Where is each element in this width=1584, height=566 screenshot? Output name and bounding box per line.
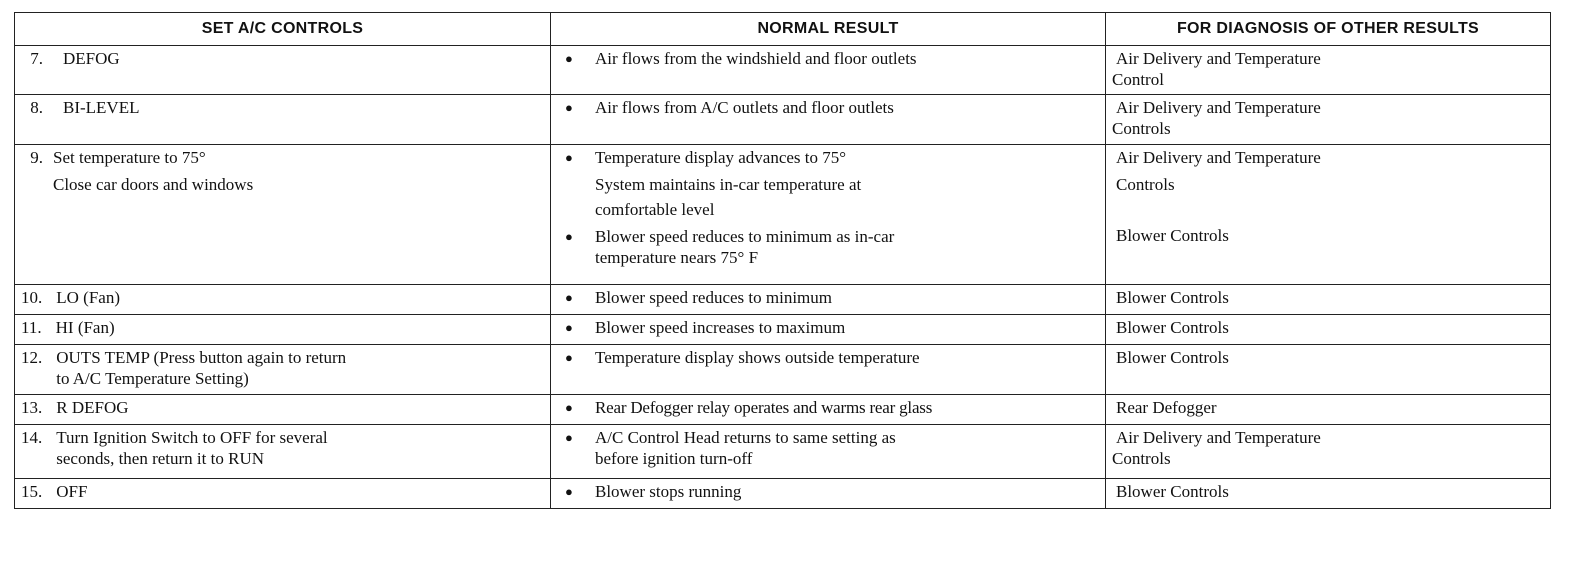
step-number: 15.: [21, 482, 43, 501]
table-row: [15, 479, 1551, 509]
result-text: Air flows from the windshield and floor outlets: [595, 49, 917, 68]
diagnosis-cell: [1106, 345, 1551, 395]
table-row: [15, 395, 1551, 425]
bullet: ●: [565, 484, 573, 499]
result-text: Blower speed reduces to minimum: [595, 288, 833, 307]
diagnosis-cell: [1106, 95, 1551, 145]
result-text: Temperature display shows outside temperature: [595, 348, 920, 367]
result-text: A/C Control Head returns to same setting as before ignition turn-off: [595, 428, 896, 468]
step-number: 14.: [21, 428, 43, 447]
control-cell: [15, 315, 551, 345]
result-text: Blower speed increases to maximum: [595, 318, 846, 337]
control-cell: [15, 425, 551, 479]
diagnosis-text: Blower Controls: [1116, 226, 1229, 245]
diagnosis-text: Blower Controls: [1116, 288, 1229, 307]
result-cell: [551, 46, 1106, 95]
result-cell: [551, 395, 1106, 425]
step-number: 9.: [30, 148, 43, 167]
bullet: ●: [565, 430, 573, 445]
header-row: [15, 13, 1551, 46]
control-text: DEFOG: [63, 49, 120, 68]
diagnosis-cell: [1106, 395, 1551, 425]
control-cell: [15, 95, 551, 145]
diagnosis-cell: [1106, 479, 1551, 509]
table-row: [15, 315, 1551, 345]
diagnosis-text: Air Delivery and Temperature Controls: [1112, 98, 1321, 138]
ac-diagnosis-sheet: [14, 12, 1550, 509]
result-text: Blower stops running: [595, 482, 742, 501]
table-row: [15, 46, 1551, 95]
header-diagnosis: FOR DIAGNOSIS OF OTHER RESULTS: [1106, 13, 1551, 46]
bullet: ●: [565, 51, 573, 66]
table-row: [15, 95, 1551, 145]
header-set-ac-controls: SET A/C CONTROLS: [15, 13, 551, 46]
diagnosis-cell: [1106, 315, 1551, 345]
bullet: ●: [565, 100, 573, 115]
result-cell: [551, 315, 1106, 345]
control-text: OUTS TEMP (Press button again to return to A/C Temperature Setting): [56, 348, 347, 388]
control-text: HI (Fan): [55, 318, 115, 337]
table-row: [15, 285, 1551, 315]
control-text: Set temperature to 75° Close car doors and windows: [53, 148, 254, 194]
table-row: [15, 345, 1551, 395]
control-text: Turn Ignition Switch to OFF for several seconds, then return it to RUN: [56, 428, 328, 468]
result-cell: [551, 479, 1106, 509]
ac-controls-table: [14, 12, 1551, 509]
step-number: 8.: [30, 98, 43, 117]
diagnosis-text: Air Delivery and Temperature Controls: [1116, 148, 1321, 194]
control-text: OFF: [56, 482, 88, 501]
step-number: 11.: [21, 318, 42, 337]
step-number: 12.: [21, 348, 43, 367]
result-cell: [551, 345, 1106, 395]
diagnosis-cell: [1106, 425, 1551, 479]
diagnosis-cell: [1106, 145, 1551, 285]
result-text: Blower speed reduces to minimum as in-car temperature nears 75° F: [595, 227, 895, 267]
result-cell: [551, 145, 1106, 285]
diagnosis-cell: [1106, 285, 1551, 315]
control-cell: [15, 345, 551, 395]
control-cell: [15, 145, 551, 285]
table-row: [15, 425, 1551, 479]
step-number: 13.: [21, 398, 43, 417]
header-normal-result: NORMAL RESULT: [551, 13, 1106, 46]
control-cell: [15, 479, 551, 509]
diagnosis-cell: [1106, 46, 1551, 95]
bullet: ●: [565, 320, 573, 335]
result-text-continued: System maintains in-car temperature at: [595, 175, 862, 194]
bullet: ●: [565, 150, 573, 165]
bullet: ●: [565, 350, 573, 365]
control-text: LO (Fan): [56, 288, 120, 307]
bullet: ●: [565, 290, 573, 305]
result-text: Temperature display advances to 75°: [595, 148, 847, 167]
bullet: ●: [565, 229, 573, 244]
result-cell: [551, 425, 1106, 479]
table-row: [15, 145, 1551, 285]
control-cell: [15, 285, 551, 315]
step-number: 10.: [21, 288, 43, 307]
control-text: R DEFOG: [56, 398, 129, 417]
result-text-continued: comfortable level: [595, 200, 715, 219]
diagnosis-text: Rear Defogger: [1116, 398, 1217, 417]
bullet: ●: [565, 400, 573, 415]
result-text: Air flows from A/C outlets and floor outlets: [595, 98, 894, 117]
step-number: 7.: [30, 49, 43, 68]
diagnosis-text: Blower Controls: [1116, 482, 1229, 501]
control-text: BI-LEVEL: [63, 98, 140, 117]
control-cell: [15, 395, 551, 425]
diagnosis-text: Air Delivery and Temperature Controls: [1112, 428, 1321, 468]
diagnosis-text: Air Delivery and Temperature Control: [1112, 49, 1321, 89]
diagnosis-text: Blower Controls: [1116, 348, 1229, 367]
result-text: Rear Defogger relay operates and warms rear glass: [595, 398, 933, 417]
result-cell: [551, 285, 1106, 315]
diagnosis-text: Blower Controls: [1116, 318, 1229, 337]
result-cell: [551, 95, 1106, 145]
control-cell: [15, 46, 551, 95]
